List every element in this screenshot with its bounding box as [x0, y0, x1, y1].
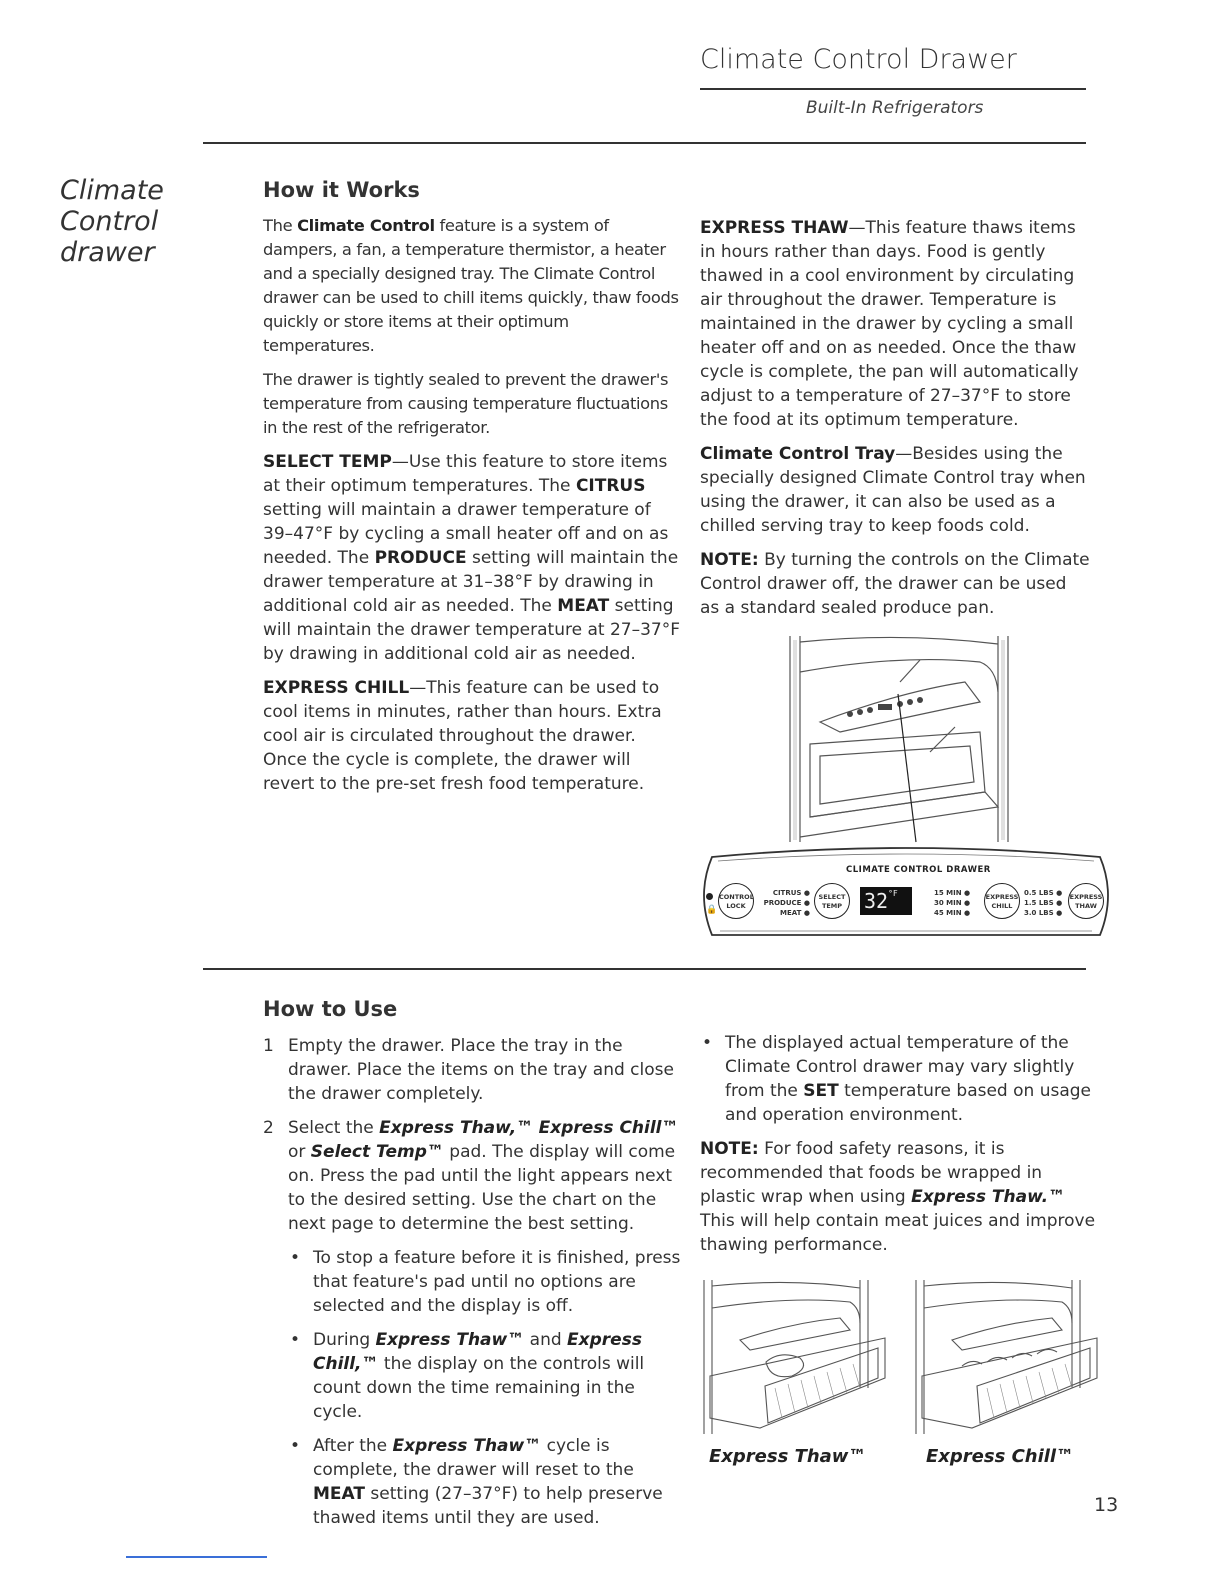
- sealed-paragraph: The drawer is tightly sealed to prevent the drawer's temperature from causing temperature fluctuations in the rest of the refrigerator.: [263, 370, 669, 437]
- express-chill-illustration: [912, 1278, 1102, 1436]
- time-options: 15 MIN ● 30 MIN ● 45 MIN ●: [934, 889, 971, 917]
- select-temp-button[interactable]: SELECT TEMP: [814, 883, 850, 919]
- control-panel: [698, 845, 1114, 942]
- step-2-bullets: [263, 1246, 683, 1530]
- temperature-display: $32^{^\circ F}$: [860, 887, 912, 915]
- header-rule: [700, 88, 1086, 90]
- how-it-works-heading: How it Works: [263, 178, 420, 202]
- food-safety-note: NOTE: For food safety reasons, it is recommended that foods be wrapped in plastic wrap when using Express Thaw.™ This will help contain meat juices and improve thawing performance.: [700, 1139, 1096, 1255]
- express-thaw-button[interactable]: EXPRESS THAW: [1068, 883, 1104, 919]
- control-lock-indicator: [706, 893, 713, 900]
- how-to-use-right-column: [700, 1031, 1100, 1267]
- sidebar-section-title: [60, 175, 200, 268]
- page-header-subtitle: Built-In Refrigerators: [806, 98, 984, 118]
- setting-meat: MEAT ●: [780, 909, 810, 917]
- bullet-reset-meat: • After the Express Thaw™ cycle is complete, the drawer will reset to the MEAT setting (27–37°F) to help preserve thawed items until they are used.: [288, 1434, 683, 1530]
- section-divider-middle: [203, 968, 1086, 970]
- express-chill-paragraph: EXPRESS CHILL—This feature can be used to cool items in minutes, rather than hours. Extra cool air is circulated throughout the drawer. Once the cycle is complete, the drawer will revert to the pre-set fresh food temperature.: [263, 678, 662, 794]
- step-text: Empty the drawer. Place the tray in the drawer. Place the items on the tray and close the drawer completely.: [288, 1036, 674, 1104]
- page-number: 13: [1094, 1494, 1119, 1516]
- bullet-displayed-temp: • The displayed actual temperature of the Climate Control drawer may vary slightly from the SET temperature based on usage and operation environment.: [700, 1031, 1100, 1127]
- control-lock-button[interactable]: CONTROL LOCK: [718, 883, 754, 919]
- footer-link-line: [126, 1556, 267, 1558]
- sidebar-title-line: Control: [60, 206, 159, 237]
- select-temp-paragraph: SELECT TEMP—Use this feature to store items at their optimum temperatures. The CITRUS setting will maintain a drawer temperature of 39–47°F by cycling a small heater off and on as needed. The PRODUCE setting will maintain the drawer temperature at 31–38°F by drawing in additional cold air as needed. The MEAT setting will maintain the drawer temperature at 27–37°F by drawing in additional cold air as needed.: [263, 452, 680, 664]
- settings-list: [758, 888, 810, 918]
- page-header-title: Climate Control Drawer: [700, 44, 1017, 75]
- how-to-use-heading: How to Use: [263, 997, 398, 1021]
- how-to-use-left-column: [263, 1034, 683, 1540]
- control-panel-title: CLIMATE CONTROL DRAWER: [846, 865, 991, 875]
- express-chill-caption: Express Chill™: [926, 1446, 1075, 1467]
- step-2: 2 Select the Express Thaw,™ Express Chill™ or Select Temp™ pad. The display will come on. Press the pad until the light appears next to the desired setting. Use the chart on the next page to determine the best setting.: [263, 1118, 679, 1234]
- express-chill-button[interactable]: EXPRESS CHILL: [984, 883, 1020, 919]
- note-paragraph: NOTE: By turning the controls on the Climate Control drawer off, the drawer can be used as a standard sealed produce pan.: [700, 550, 1090, 618]
- how-it-works-right-column: [700, 216, 1090, 630]
- drawer-illustration: [780, 632, 1020, 847]
- express-thaw-illustration: [700, 1278, 890, 1436]
- how-it-works-left-column: [263, 214, 683, 806]
- step-1: [263, 1034, 683, 1106]
- express-thaw-caption: Express Thaw™: [709, 1446, 867, 1467]
- weight-options: 0.5 LBS ● 1.5 LBS ● 3.0 LBS ●: [1024, 889, 1063, 917]
- tray-paragraph: Climate Control Tray—Besides using the specially designed Climate Control tray when using the drawer, it can also be used as a chilled serving tray to keep foods cold.: [700, 444, 1086, 536]
- lock-icon: 🔒: [706, 905, 718, 915]
- step-number: 2: [263, 1118, 274, 1138]
- section-divider-top: [203, 142, 1086, 144]
- intro-paragraph: The Climate Control feature is a system of dampers, a fan, a temperature thermistor, a heater and a specially designed tray. The Climate Control drawer can be used to chill items quickly, thaw foods quickly or store items at their optimum temperatures.: [263, 216, 679, 355]
- setting-produce: PRODUCE ●: [763, 899, 810, 907]
- bullet-stop-feature: • To stop a feature before it is finished, press that feature's pad until no options are selected and the display is off.: [288, 1246, 683, 1318]
- express-thaw-paragraph: EXPRESS THAW—This feature thaws items in hours rather than days. Food is gently thawed in a cool environment by circulating air throughout the drawer. Temperature is maintained in the drawer by cycling a small heater off and on as needed. Once the thaw cycle is complete, the pan will automatically adjust to a temperature of 27–37°F to store the food at its optimum temperature.: [700, 218, 1079, 430]
- step-number: 1: [263, 1036, 274, 1056]
- bullet-countdown: • During Express Thaw™ and Express Chill,™ the display on the controls will count down the time remaining in the cycle.: [288, 1328, 683, 1424]
- setting-citrus: CITRUS ●: [772, 889, 810, 897]
- sidebar-title-line: Climate: [60, 175, 164, 206]
- sidebar-title-line: drawer: [60, 237, 155, 268]
